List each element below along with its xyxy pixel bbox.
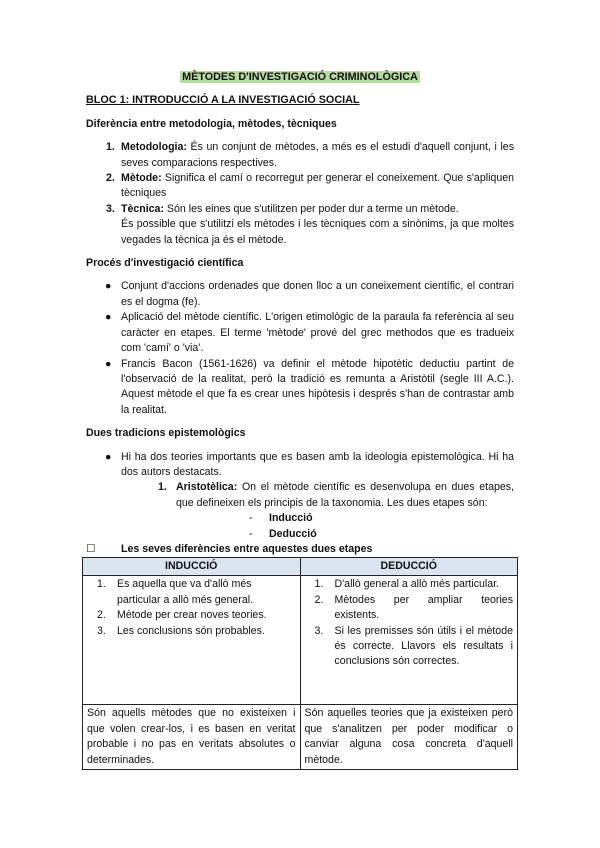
proces-list: [86, 279, 514, 418]
list-item: ● Francis Bacon (1561-1626) va definir el mètode hipotètic deductiu partint de l'observació de la realitat, però la tradició es remunta a Aristòtil (segle III A.C.). Aquest mètode el que fa es crear unes hipòtesis i després s'han de contrastar amb la realitat.: [105, 357, 514, 416]
checkbox-square-icon: ☐: [86, 542, 96, 555]
list-item: ● Conjunt d'accions ordenades que donen lloc a un coneixement científic, el contrari es el dogma (fe).: [105, 280, 514, 308]
section-heading-bloc: BLOC 1: INTRODUCCIÓ A LA INVESTIGACIÓ SOCIAL: [86, 94, 360, 107]
document-title: MÈTODES D'INVESTIGACIÓ CRIMINOLÒGICA: [182, 71, 418, 83]
header-induccio: INDUCCIÓ: [83, 558, 301, 576]
differences-heading: ☐ Les seves diferències entre aquestes dues etapes: [86, 542, 514, 557]
aristotelica-list: [86, 480, 514, 511]
cell-deduccio-desc: Són aquelles teories que ja existeixen però que s'analitzen per poder modificar o canviar alguna cosa concreta d'aquell mètode.: [300, 705, 518, 770]
comparison-table: [82, 557, 518, 770]
list-item: 1. Metodologia: És un conjunt de mètodes, a més es el estudi d'aquell conjunt, i les seves comparacions respectives.: [106, 141, 514, 169]
list-item: 3. Tècnica: Són les eines que s'utilitzen per poder dur a terme un mètode. És possible que s'utilitzi els mètodes i les tècniques com a sinònims, ja que moltes vegades la tècnica ja és el mètode.: [106, 202, 514, 246]
list-item: - Deducció: [249, 527, 317, 540]
cell-deduccio-list: 1. D'allò general a allò més particular. 2. Mètodes per ampliar teories existents. 3. Si les premisses són útils i el mètode és correcte. Llavors els resultats i conclusions són correctes.: [300, 576, 518, 705]
definitions-list: [86, 140, 514, 248]
heading-tradicions: Dues tradicions epistemològics: [86, 427, 246, 440]
table-header-row: [83, 558, 518, 576]
bullet-icon: ●: [105, 280, 112, 293]
header-deduccio: DEDUCCIÓ: [300, 558, 518, 576]
tradicions-list: [86, 450, 514, 481]
cell-induccio-desc: Són aquells mètodes que no existeixen i que volen crear-los, i es basen en veritat probable i no pas en veritats absolutes o determinades.: [83, 705, 301, 770]
bullet-icon: ●: [105, 450, 112, 463]
list-item: 1. Aristotèlica: On el mètode científic es desenvolupa en dues etapes, que defineixen els principis de la taxonomia. Les dues etapes són:: [158, 481, 514, 509]
table-row: [83, 705, 518, 770]
heading-diferencia: Diferència entre metodologia, mètodes, tècniques: [86, 117, 337, 130]
bullet-icon: ●: [105, 357, 112, 370]
bullet-icon: ●: [105, 311, 112, 324]
stages-list: [86, 511, 514, 542]
document-page: [86, 70, 514, 561]
list-item: ● Hi ha dos teories importants que es basen amb la ideologia epistemològica. Hi ha dos autors destacats.: [105, 450, 514, 478]
table-row: [83, 576, 518, 705]
list-item: ● Aplicació del mètode científic. L'origen etimològic de la paraula fa referència al seu caràcter en etapes. El terme 'mètode' prové del grec methodos que es tradueix com 'camí' o 'via'.: [105, 311, 514, 355]
cell-induccio-list: 1. Es aquella que va d'allò més particular a allò més general. 2. Mètode per crear noves teories. 3. Les conclusions són probables.: [83, 576, 301, 705]
list-item: - Inducció: [249, 512, 313, 525]
heading-proces: Procés d'investigació científica: [86, 257, 244, 270]
list-item: 2. Mètode: Significa el camí o recorregut per generar el coneixement. Que s'apliquen tècniques: [106, 172, 514, 200]
